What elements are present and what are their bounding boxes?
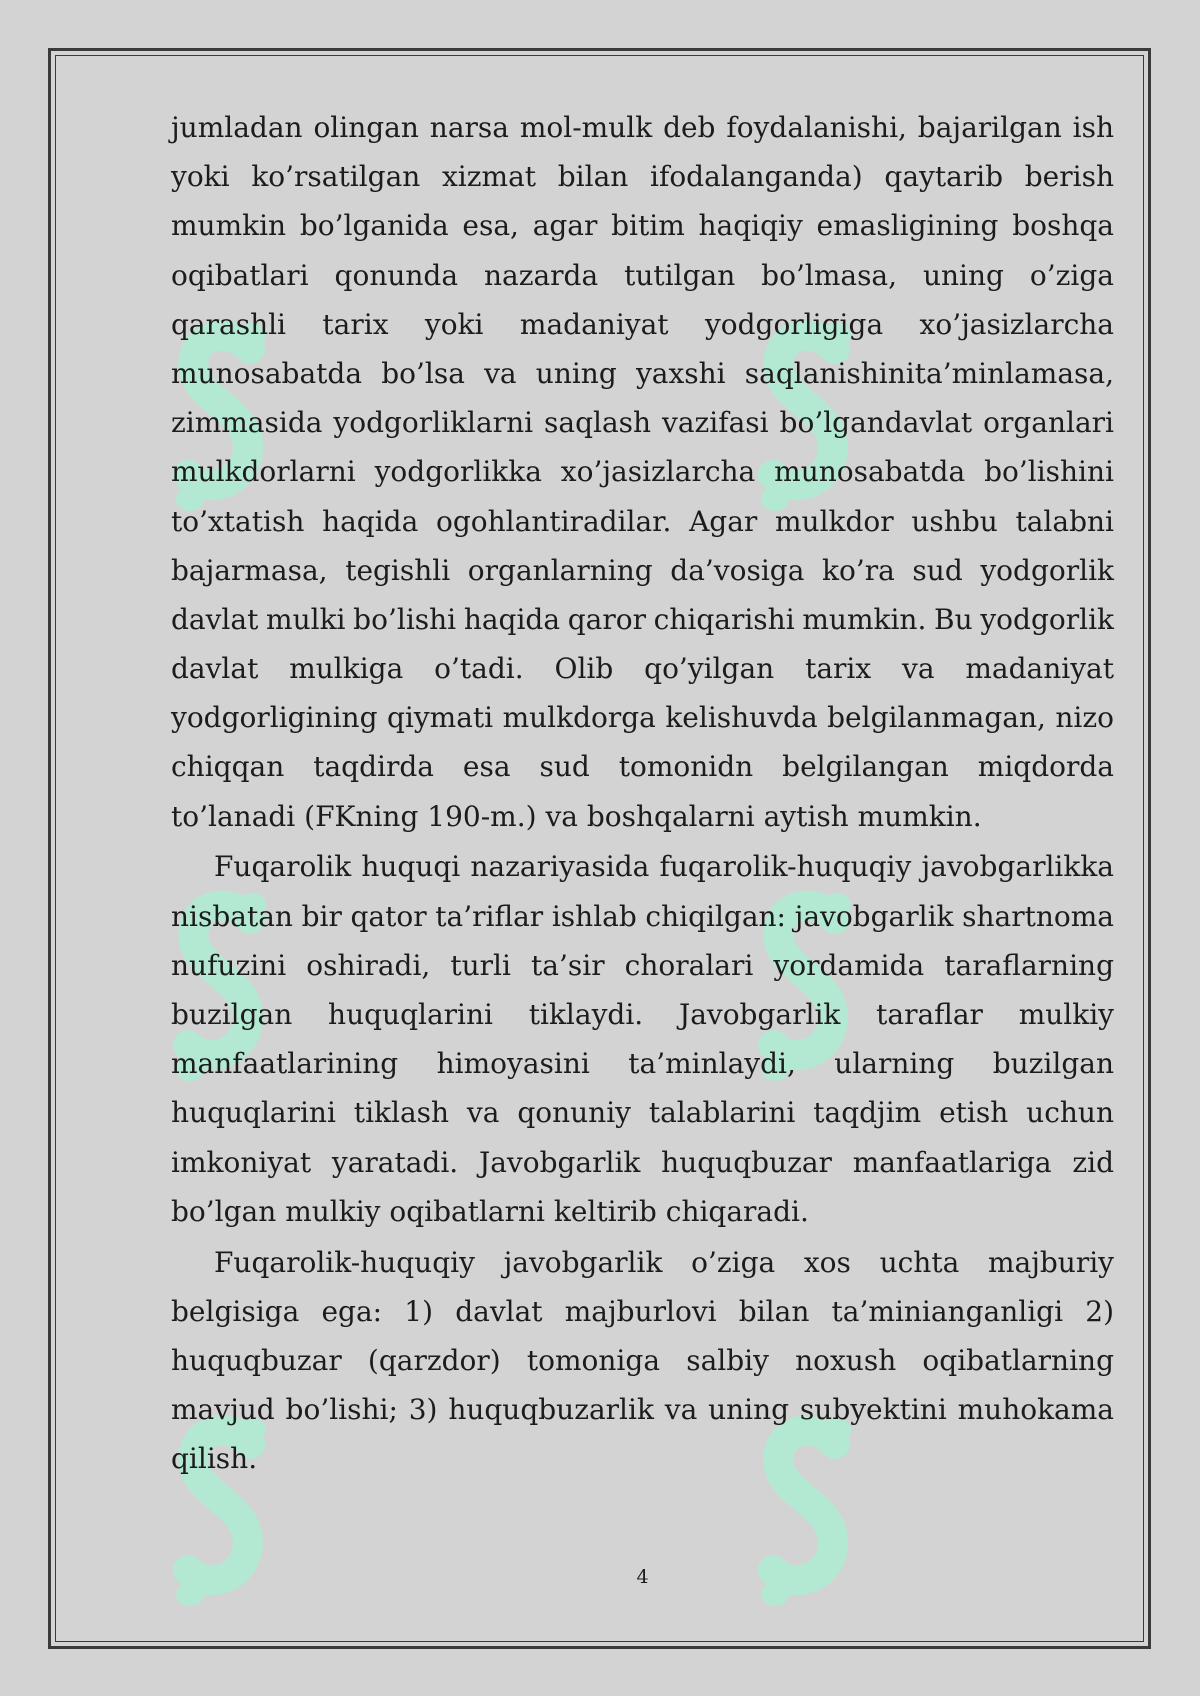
text-line: Fuqarolik huquqi nazariyasida fuqarolik-huquqiy javobgarlikka	[214, 850, 1114, 884]
text-line: Fuqarolik-huquqiy javobgarlik o’ziga xos uchta majburiy	[214, 1245, 1114, 1279]
text-line: belgisiga ega: 1) davlat majburlovi bilan ta’minianganligi 2)	[171, 1294, 1114, 1328]
text-line: imkoniyat yaratadi. Javobgarlik huquqbuzar manfaatlariga zid	[171, 1145, 1114, 1179]
page-number: 4	[636, 1566, 649, 1588]
document-body	[171, 103, 1114, 1483]
text-line: huquqlarini tiklash va qonuniy talablarini taqdjim etish uchun	[171, 1096, 1114, 1130]
text-line: munosabatda bo’lsa va uning yaxshi saqlanishinita’minlamasa,	[171, 356, 1114, 390]
text-line: manfaatlarining himoyasini ta’minlaydi, ularning buzilgan	[171, 1047, 1114, 1081]
text-line: oqibatlari qonunda nazarda tutilgan bo’lmasa, uning o’ziga	[171, 258, 1114, 292]
text-line: bajarmasa, tegishli organlarning da’vosiga ko’ra sud yodgorlik	[171, 553, 1114, 587]
paragraph	[171, 1238, 1114, 1484]
text-line: huquqbuzar (qarzdor) tomoniga salbiy noxush oqibatlarning	[171, 1343, 1114, 1377]
text-line: to’xtatish haqida ogohlantiradilar. Agar mulkdor ushbu talabni	[171, 504, 1114, 538]
text-line: qarashli tarix yoki madaniyat yodgorligiga xo’jasizlarcha	[171, 307, 1114, 341]
text-line: yoki ko’rsatilgan xizmat bilan ifodalanganda) qaytarib berish	[171, 160, 1114, 194]
text-line: davlat mulki bo’lishi haqida qaror chiqarishi mumkin. Bu yodgorlik	[171, 602, 1114, 636]
paragraph	[171, 103, 1114, 841]
text-line: mulkdorlarni yodgorlikka xo’jasizlarcha munosabatda bo’lishini	[171, 455, 1114, 489]
text-line: jumladan olingan narsa mol-mulk deb foydalanishi, bajarilgan ish	[171, 111, 1114, 144]
text-line: mavjud bo’lishi; 3) huquqbuzarlik va uning subyektini muhokama	[171, 1393, 1114, 1427]
paragraph	[171, 842, 1114, 1236]
text-line: bo’lgan mulkiy oqibatlarni keltirib chiqaradi.	[171, 1194, 809, 1228]
text-line: mumkin bo’lganida esa, agar bitim haqiqiy emasligining boshqa	[171, 209, 1114, 243]
text-line: yodgorligining qiymati mulkdorga kelishuvda belgilanmagan, nizo	[171, 701, 1114, 735]
text-line: chiqqan taqdirda esa sud tomonidn belgilangan miqdorda	[171, 750, 1114, 784]
text-line: buzilgan huquqlarini tiklaydi. Javobgarlik taraflar mulkiy	[171, 997, 1114, 1031]
text-line: nisbatan bir qator ta’riflar ishlab chiqilgan: javobgarlik shartnoma	[171, 899, 1114, 933]
text-line: zimmasida yodgorliklarni saqlash vazifasi bo’lgandavlat organlari	[171, 406, 1114, 440]
text-line: qilish.	[171, 1442, 258, 1476]
text-line: nufuzini oshiradi, turli ta’sir choralari yordamida taraflarning	[171, 948, 1114, 982]
text-line: davlat mulkiga o’tadi. Olib qo’yilgan tarix va madaniyat	[171, 652, 1114, 686]
text-line: to’lanadi (FKning 190-m.) va boshqalarni aytish mumkin.	[171, 799, 982, 833]
